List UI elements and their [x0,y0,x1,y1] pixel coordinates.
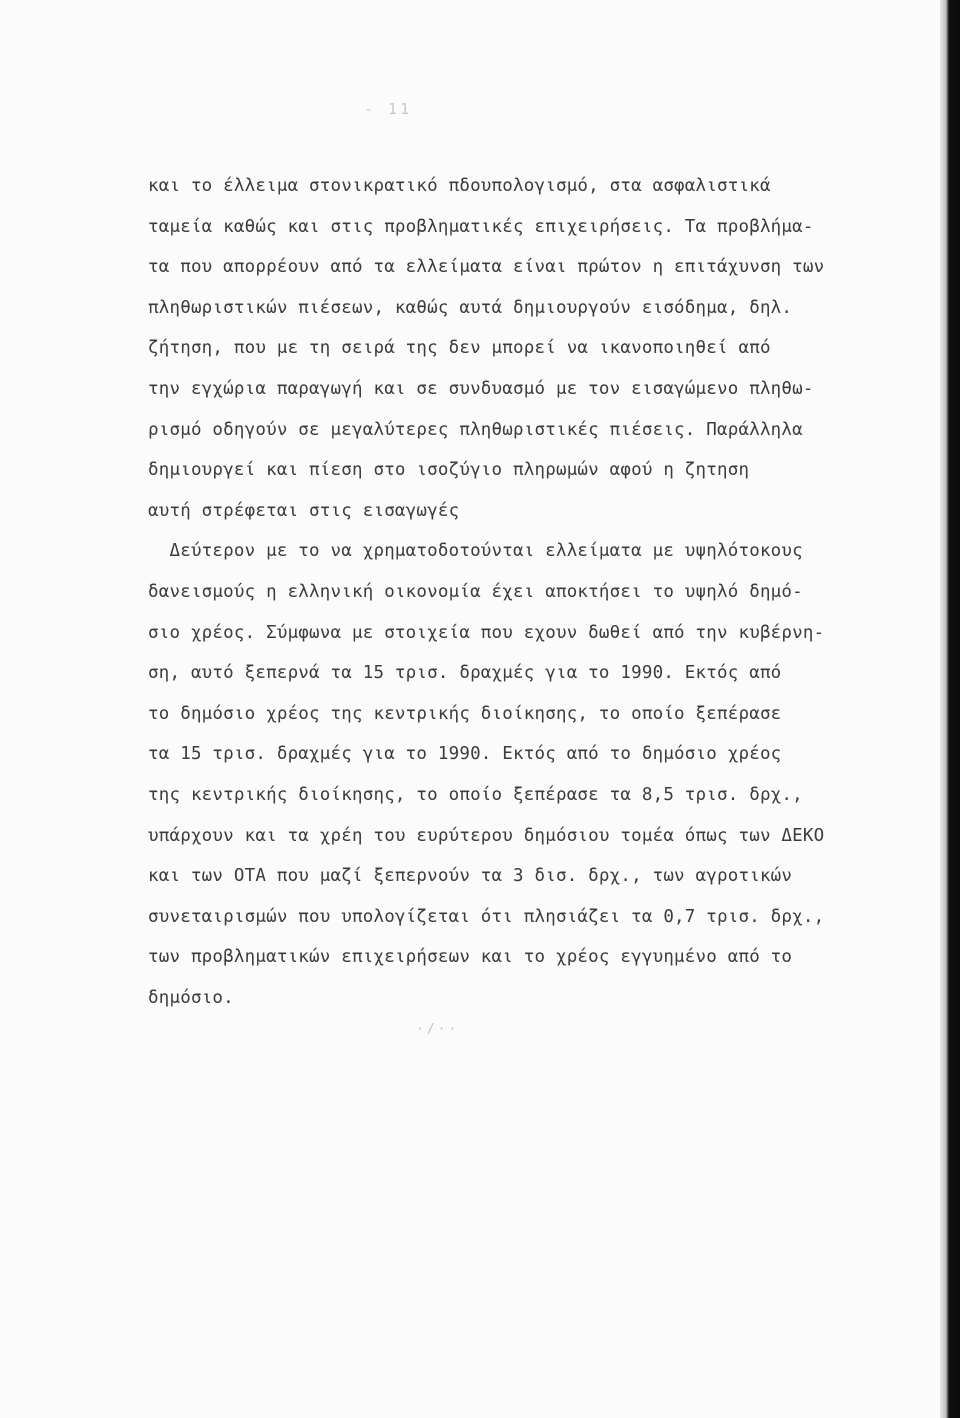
text-line: των προβληματικών επιχειρήσεων και το χρέος εγγυημένο από το [148,947,793,968]
text-line: δανεισμούς η ελληνική οικονομία έχει αποκτήσει το υψηλό δημό- [148,582,803,602]
text-line: τα που απορρέουν από τα ελλείματα είναι πρώτον η επιτάχυνση των [148,257,825,278]
scan-edge [940,0,960,1418]
text-line: ταμεία καθώς και στις προβληματικές επιχειρήσεις. Τα προβλήμα- [148,216,814,237]
text-line: το δημόσιο χρέος της κεντρικής διοίκησης, το οποίο ξεπέρασε [148,703,782,724]
text-line: δημιουργεί και πίεση στο ισοζύγιο πληρωμών αφού η ζητηση [148,460,750,481]
text-line: ζήτηση, που με τη σειρά της δεν μπορεί να ικανοποιηθεί από [148,338,771,359]
text-line: την εγχώρια παραγωγή και σε συνδυασμό με τον εισαγώμενο πληθω- [148,379,814,399]
text-line: και το έλλειμα στονικρατικό πδουπολογισμό, στα ασφαλιστικά [148,176,771,196]
text-line: και των ΟΤΑ που μαζί ξεπερνούν τα 3 δισ. δρχ., των αγροτικών [148,866,793,887]
end-mark: ·/·· [416,1022,460,1037]
text-line: δημόσιο. [148,988,234,1008]
text-line: πληθωριστικών πιέσεων, καθώς αυτά δημιουργούν εισόδημα, δηλ. [148,297,793,318]
text-line: Δεύτερον με το να χρηματοδοτούνται ελλείματα με υψηλότοκους [148,541,803,562]
text-line: σιο χρέος. Σύμφωνα με στοιχεία που εχουν δωθεί από την κυβέρνη- [148,622,825,643]
text-line: της κεντρικής διοίκησης, το οποίο ξεπέρασε τα 8,5 τρισ. δρχ., [148,785,803,805]
text-line: υπάρχουν και τα χρέη του ευρύτερου δημόσιου τομέα όπως των ΔΕΚΟ [148,825,825,846]
page-number: - 11 [364,100,413,118]
text-line: αυτή στρέφεται στις εισαγωγές [148,500,460,521]
text-line: τα 15 τρισ. δραχμές για το 1990. Εκτός από το δημόσιο χρέος [148,744,782,765]
text-line: συνεταιρισμών που υπολογίζεται ότι πλησιάζει τα 0,7 τρισ. δρχ., [148,906,825,927]
text-line: ρισμό οδηγούν σε μεγαλύτερες πληθωριστικές πιέσεις. Παράλληλα [148,419,803,440]
text-line: ση, αυτό ξεπερνά τα 15 τρισ. δραχμές για το 1990. Εκτός από [148,663,782,684]
